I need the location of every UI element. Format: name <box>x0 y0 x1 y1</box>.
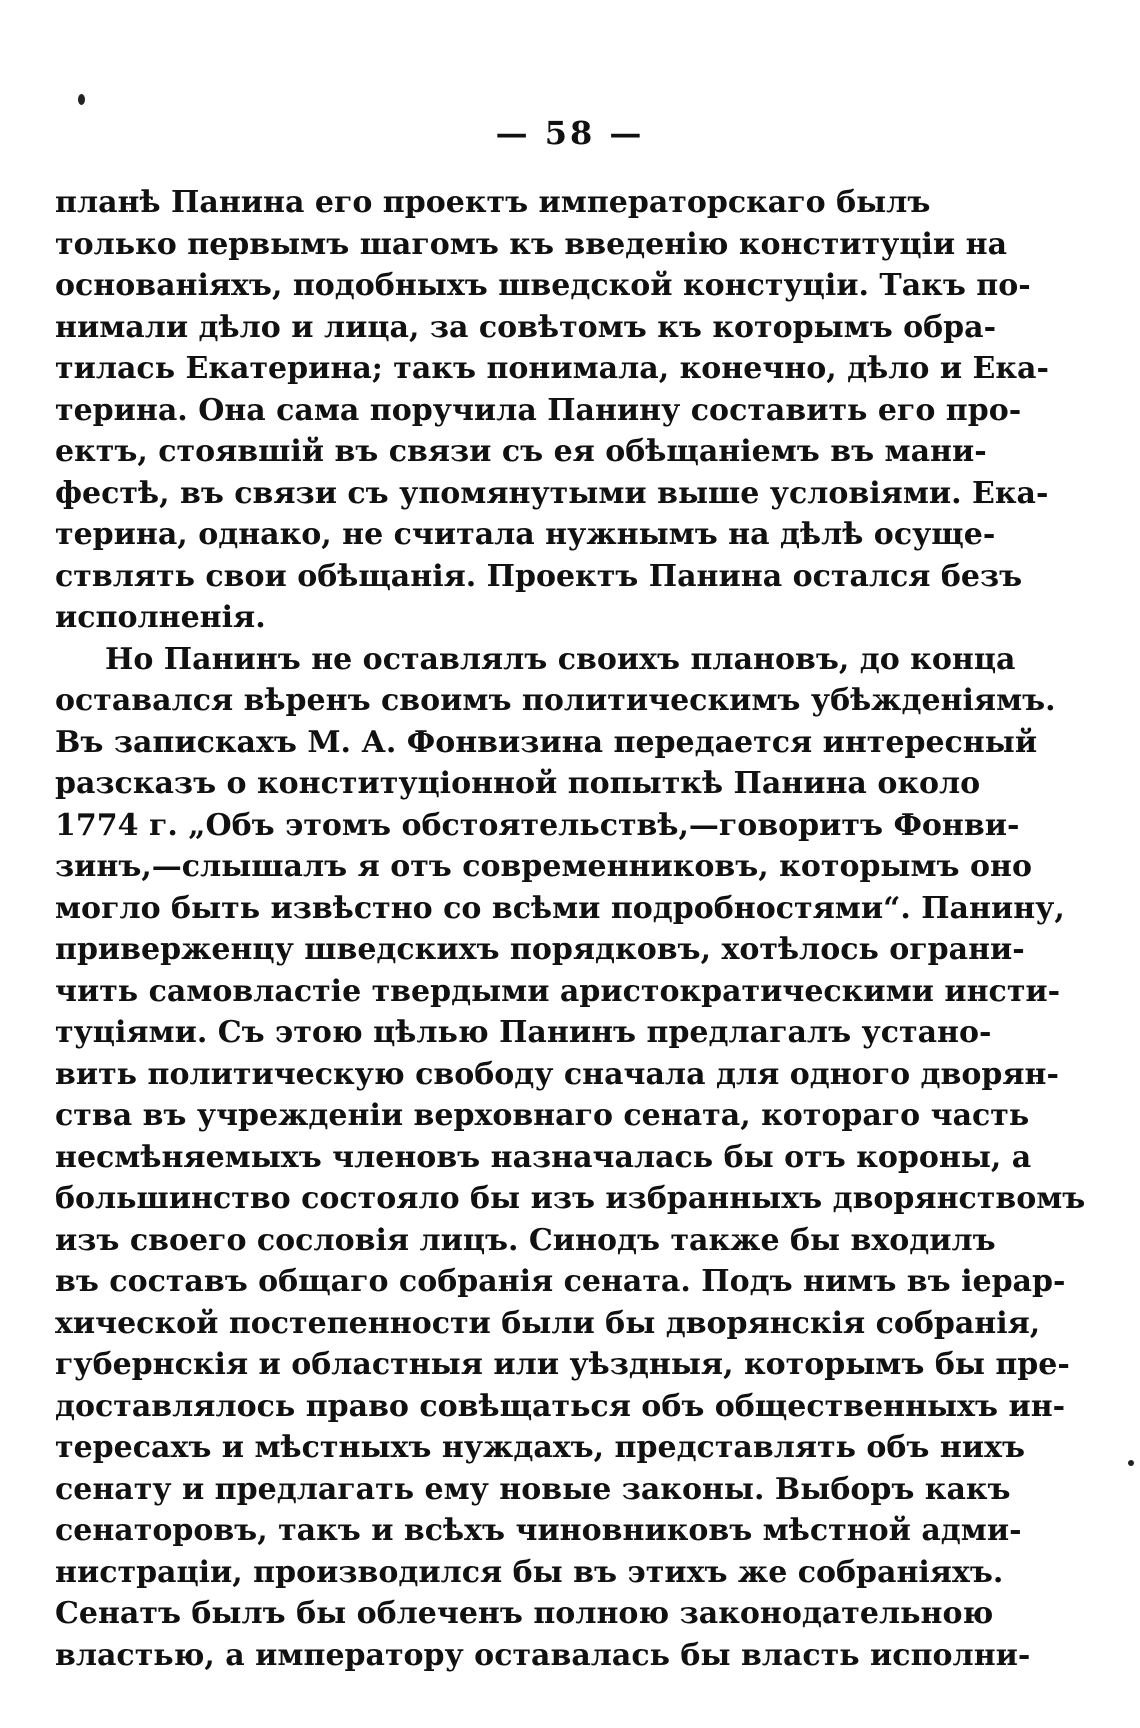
text-line: хической постепенности были бы дворянскія собранія, <box>55 1305 1041 1341</box>
text-line: вить политическую свободу сначала для одного дворян- <box>55 1056 1059 1092</box>
text-line: разсказъ о конституціонной попыткѣ Панина около <box>55 766 981 801</box>
text-line: тилась Екатерина; такъ понимала, конечно, дѣло и Ека- <box>55 351 1049 386</box>
paragraph-start-line: Но Панинъ не оставлялъ своихъ плановъ, до конца <box>105 641 1016 677</box>
text-line: терина, однако, не считала нужнымъ на дѣлѣ осуще- <box>55 517 996 552</box>
text-line: Сенатъ былъ бы облеченъ полною законодательною <box>55 1596 994 1631</box>
print-speck <box>1128 1460 1134 1466</box>
text-line: большинство состояло бы изъ избранныхъ дворянствомъ <box>55 1181 1086 1216</box>
text-line: несмѣняемыхъ членовъ назначалась бы отъ короны, а <box>55 1139 1032 1175</box>
text-line: нистраціи, производился бы въ этихъ же собраніяхъ. <box>55 1554 1004 1590</box>
text-line: только первымъ шагомъ къ введенію конституціи на <box>55 226 1008 262</box>
page-number: — 58 — <box>495 114 645 152</box>
text-line: могло быть извѣстно со всѣми подробностями“. Панину, <box>55 890 1065 926</box>
text-line: въ составъ общаго собранія сената. Подъ нимъ въ іерар- <box>55 1264 1066 1299</box>
text-line: планѣ Панина его проектъ императорскаго былъ <box>55 185 931 220</box>
text-line: исполненія. <box>55 600 266 635</box>
text-line: властью, а императору оставалась бы власть исполни- <box>55 1637 1031 1673</box>
text-line: сенату и предлагать ему новые законы. Выборъ какъ <box>55 1471 1011 1507</box>
text-line: зинъ,—слышалъ я отъ современниковъ, которымъ оно <box>55 849 1032 884</box>
text-line: оставался вѣренъ своимъ политическимъ убѣжденіямъ. <box>55 683 1056 718</box>
text-line: нимали дѣло и лица, за совѣтомъ къ которымъ обра- <box>55 309 997 345</box>
text-line: губернскія и областныя или уѣздныя, которымъ бы пре- <box>55 1347 1070 1382</box>
text-line: основаніяхъ, подобныхъ шведской констуціи. Такъ по- <box>55 268 1031 303</box>
text-line: приверженцу шведскихъ порядковъ, хотѣлось ограни- <box>55 932 1025 967</box>
text-line: фестѣ, въ связи съ упомянутыми выше условіями. Ека- <box>55 475 1049 511</box>
body-text <box>55 182 1086 1676</box>
text-line: доставлялось право совѣщаться объ общественныхъ ин- <box>55 1388 1066 1424</box>
text-line: чить самовластіе твердыми аристократическими инсти- <box>55 973 1061 1009</box>
print-speck <box>78 94 85 105</box>
text-line: изъ своего сословія лицъ. Синодъ также бы входилъ <box>55 1222 996 1258</box>
text-line: сенаторовъ, такъ и всѣхъ чиновниковъ мѣстной адми- <box>55 1513 1022 1548</box>
text-line: ствлять свои обѣщанія. Проектъ Панина остался безъ <box>55 558 1023 594</box>
text-line: ства въ учрежденіи верховнаго сената, котораго часть <box>55 1098 1030 1133</box>
text-line: тересахъ и мѣстныхъ нуждахъ, представлять объ нихъ <box>55 1430 1025 1465</box>
text-line: туціями. Съ этою цѣлью Панинъ предлагалъ устано- <box>55 1015 992 1050</box>
text-line: терина. Она сама поручила Панину составить его про- <box>55 392 1022 428</box>
text-line: Въ запискахъ М. А. Фонвизина передается интересный <box>55 724 1038 760</box>
text-line: ектъ, стоявшій въ связи съ ея обѣщаніемъ въ мани- <box>55 434 987 469</box>
text-line: 1774 г. „Объ этомъ обстоятельствѣ,—говоритъ Фонви- <box>55 807 1020 843</box>
